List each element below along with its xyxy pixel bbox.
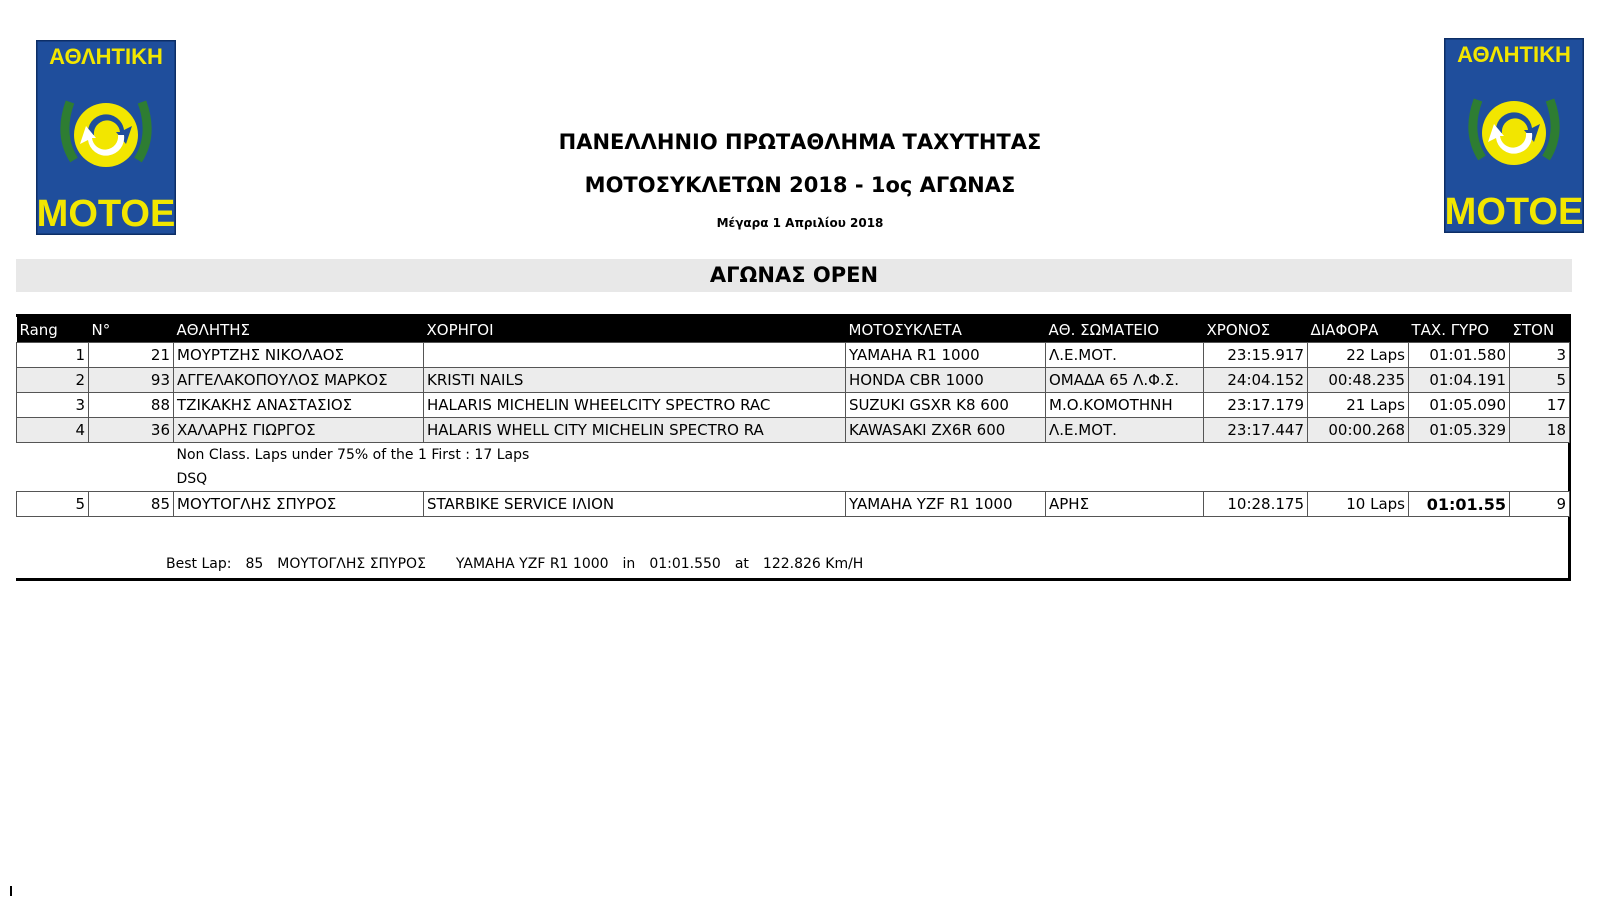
results-table xyxy=(16,317,1570,517)
cell-rider: ΤΖΙΚΑΚΗΣ ΑΝΑΣΤΑΣΙΟΣ xyxy=(174,393,424,418)
page-edge-mark xyxy=(10,886,12,896)
cell-club: Λ.Ε.ΜΟΤ. xyxy=(1046,418,1204,443)
non-classified-note: Non Class. Laps under 75% of the 1 First : 17 Laps xyxy=(176,447,530,463)
column-header-rank: Rang xyxy=(17,317,89,343)
non-classified-note-row xyxy=(17,443,1570,468)
best-lap-rider: ΜΟΥΤΟΓΛΗΣ ΣΠΥΡΟΣ xyxy=(277,556,426,572)
column-header-sponsors: ΧΟΡΗΓΟΙ xyxy=(424,317,846,343)
cell-rider: ΑΓΓΕΛΑΚΟΠΟΥΛΟΣ ΜΑΡΚΟΣ xyxy=(174,368,424,393)
cell-on-lap: 3 xyxy=(1510,343,1570,368)
logo-bottom-text: ΜΟΤΟΕ xyxy=(36,193,176,235)
cell-gap: 21 Laps xyxy=(1308,393,1409,418)
cell-rider: ΜΟΥΤΟΓΛΗΣ ΣΠΥΡΟΣ xyxy=(174,492,424,517)
cell-best-lap: 01:01.55 xyxy=(1409,492,1510,517)
cell-sponsors: STARBIKE SERVICE ΙΛΙΟΝ xyxy=(424,492,846,517)
logo-bottom-text: ΜΟΤΟΕ xyxy=(1444,191,1584,233)
cell-on-lap: 5 xyxy=(1510,368,1570,393)
cell-on-lap: 9 xyxy=(1510,492,1570,517)
cell-rider: ΜΟΥΡΤΖΗΣ ΝΙΚΟΛΑΟΣ xyxy=(174,343,424,368)
cell-bike: KAWASAKI ZX6R 600 xyxy=(846,418,1046,443)
table-row xyxy=(17,418,1570,443)
cell-best-lap: 01:01.580 xyxy=(1409,343,1510,368)
cell-sponsors: HALARIS WHELL CITY MICHELIN SPECTRO RA xyxy=(424,418,846,443)
table-row xyxy=(17,343,1570,368)
race-name-banner: ΑΓΩΝΑΣ OPEN xyxy=(16,259,1572,292)
event-title: ΜΟΤΟΣΥΚΛΕΤΩΝ 2018 - 1ος ΑΓΩΝΑΣ xyxy=(584,173,1016,197)
cell-on-lap: 17 xyxy=(1510,393,1570,418)
cell-bike: YAMAHA R1 1000 xyxy=(846,343,1046,368)
cell-rank: 1 xyxy=(17,343,89,368)
cell-gap: 22 Laps xyxy=(1308,343,1409,368)
cell-bike: HONDA CBR 1000 xyxy=(846,368,1046,393)
dsq-label: DSQ xyxy=(176,471,208,487)
best-lap-at: at xyxy=(734,556,749,572)
cell-number: 36 xyxy=(89,418,174,443)
cell-rank: 2 xyxy=(17,368,89,393)
cell-number: 85 xyxy=(89,492,174,517)
cell-rank: 5 xyxy=(17,492,89,517)
column-header-gap: ΔΙΑΦΟΡΑ xyxy=(1308,317,1409,343)
column-header-club: ΑΘ. ΣΩΜΑΤΕΙΟ xyxy=(1046,317,1204,343)
event-date-location: Μέγαρα 1 Απριλίου 2018 xyxy=(716,216,884,230)
best-lap-bike: YAMAHA YZF R1 1000 xyxy=(455,556,609,572)
cell-rank: 4 xyxy=(17,418,89,443)
column-header-number: N° xyxy=(89,317,174,343)
best-lap-speed: 122.826 Km/H xyxy=(762,556,864,572)
table-header-row xyxy=(17,317,1570,343)
cell-sponsors: KRISTI NAILS xyxy=(424,368,846,393)
cell-gap: 10 Laps xyxy=(1308,492,1409,517)
cell-time: 23:17.179 xyxy=(1204,393,1308,418)
championship-title: ΠΑΝΕΛΛΗΝΙΟ ΠΡΩΤΑΘΛΗΜΑ ΤΑΧΥΤΗΤΑΣ xyxy=(558,130,1042,154)
cell-bike: SUZUKI GSXR K8 600 xyxy=(846,393,1046,418)
cell-best-lap: 01:04.191 xyxy=(1409,368,1510,393)
column-header-bike: ΜΟΤΟΣΥΚΛΕΤΑ xyxy=(846,317,1046,343)
cell-club: ΟΜΑΔΑ 65 Λ.Φ.Σ. xyxy=(1046,368,1204,393)
cell-sponsors: HALARIS MICHELIN WHEELCITY SPECTRO RAC xyxy=(424,393,846,418)
cell-club: ΑΡΗΣ xyxy=(1046,492,1204,517)
cell-rider: ΧΑΛΑΡΗΣ ΓΙΩΡΓΟΣ xyxy=(174,418,424,443)
cell-best-lap: 01:05.090 xyxy=(1409,393,1510,418)
best-lap-label: Best Lap: xyxy=(166,556,232,572)
cell-rank: 3 xyxy=(17,393,89,418)
column-header-rider: ΑΘΛΗΤΗΣ xyxy=(174,317,424,343)
table-row xyxy=(17,368,1570,393)
cell-time: 10:28.175 xyxy=(1204,492,1308,517)
best-lap-summary xyxy=(166,556,877,572)
cell-number: 88 xyxy=(89,393,174,418)
column-header-on-lap: ΣΤΟΝ xyxy=(1510,317,1570,343)
table-row-dsq xyxy=(17,492,1570,517)
cell-best-lap: 01:05.329 xyxy=(1409,418,1510,443)
cell-time: 23:17.447 xyxy=(1204,418,1308,443)
best-lap-time: 01:01.550 xyxy=(649,556,721,572)
best-lap-number: 85 xyxy=(245,556,264,572)
cell-club: Λ.Ε.ΜΟΤ. xyxy=(1046,343,1204,368)
logo-top-text: ΑΘΛΗΤΙΚΗ xyxy=(49,44,163,69)
logo-top-text: ΑΘΛΗΤΙΚΗ xyxy=(1457,42,1571,67)
table-row xyxy=(17,393,1570,418)
cell-time: 24:04.152 xyxy=(1204,368,1308,393)
cell-on-lap: 18 xyxy=(1510,418,1570,443)
cell-club: Μ.Ο.ΚΟΜΟΤΗΝΗ xyxy=(1046,393,1204,418)
cell-sponsors xyxy=(424,343,846,368)
column-header-best-lap: ΤΑΧ. ΓΥΡΟ xyxy=(1409,317,1510,343)
cell-number: 21 xyxy=(89,343,174,368)
cell-gap: 00:48.235 xyxy=(1308,368,1409,393)
cell-gap: 00:00.268 xyxy=(1308,418,1409,443)
cell-bike: YAMAHA YZF R1 1000 xyxy=(846,492,1046,517)
best-lap-in: in xyxy=(622,556,636,572)
column-header-time: ΧΡΟΝΟΣ xyxy=(1204,317,1308,343)
dsq-label-row xyxy=(17,467,1570,492)
cell-number: 93 xyxy=(89,368,174,393)
cell-time: 23:15.917 xyxy=(1204,343,1308,368)
